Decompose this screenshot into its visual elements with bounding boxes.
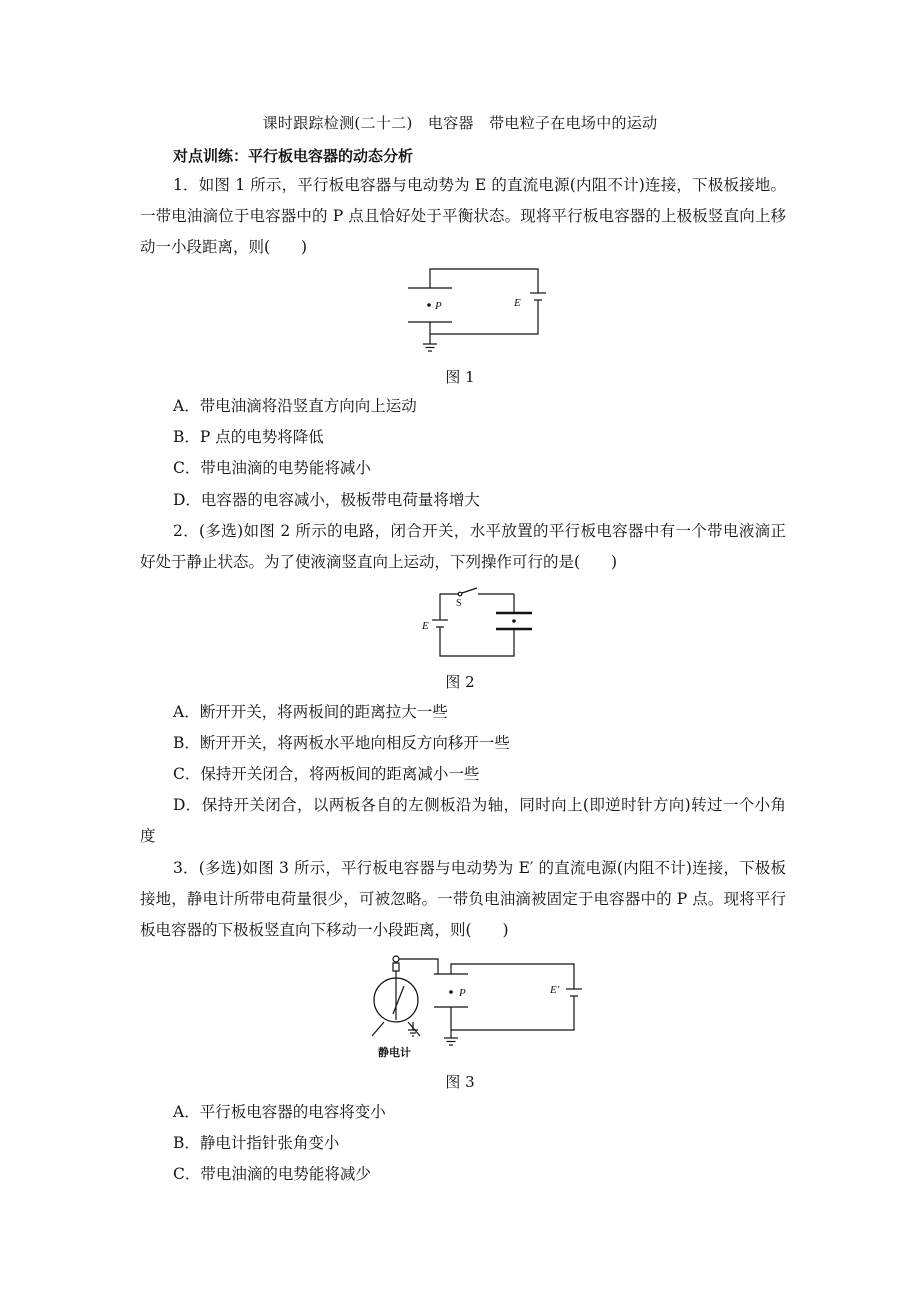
oil-drop-dot — [427, 303, 431, 307]
figure-2-label-s: S — [456, 598, 462, 609]
figure-3-label-e: E′ — [550, 984, 560, 996]
liquid-drop-dot — [512, 619, 516, 623]
figure-2-label-e: E — [422, 620, 429, 632]
question-3-option-a: A．平行板电容器的电容将变小 — [173, 1103, 386, 1121]
question-3-stem: 3．(多选)如图 3 所示，平行板电容器与电动势为 E′ 的直流电源(内阻不计)连接，下极板接地，静电计所带电荷量很少，可被忽略。一带负电油滴被固定于电容器中的 P 点。现将平行板电容器的下极板竖直向下移动一小段距离，则( ) — [140, 859, 786, 939]
figure-3-caption: 图 3 — [445, 1073, 475, 1091]
question-1-stem: 1．如图 1 所示，平行板电容器与电动势为 E 的直流电源(内阻不计)连接，下极板接地。一带电油滴位于电容器中的 P 点且恰好处于平衡状态。现将平行板电容器的上极板竖直向上移动一小段距离，则( ) — [140, 176, 786, 256]
electroscope-label: 静电计 — [378, 1046, 411, 1059]
figure-2-circuit — [415, 586, 545, 660]
question-2-stem: 2．(多选)如图 2 所示的电路，闭合开关，水平放置的平行板电容器中有一个带电液滴正好处于静止状态。为了使液滴竖直向上运动，下列操作可行的是( ) — [140, 522, 786, 571]
figure-1-circuit — [400, 262, 560, 358]
figure-3-label-p: P — [459, 987, 466, 999]
question-2-option-c: C．保持开关闭合，将两板间的距离减小一些 — [173, 765, 480, 783]
oil-drop-dot — [449, 990, 453, 994]
figure-1-label-e: E — [514, 297, 521, 309]
figure-2-caption: 图 2 — [445, 673, 475, 691]
question-2-option-d: D．保持开关闭合，以两板各自的左侧板沿为轴，同时向上(即逆时针方向)转过一个小角度 — [140, 796, 786, 845]
figure-1-label-p: P — [435, 300, 442, 312]
question-1-option-a: A．带电油滴将沿竖直方向向上运动 — [173, 397, 417, 415]
question-3-option-b: B．静电计指针张角变小 — [173, 1134, 340, 1152]
page-title: 课时跟踪检测(二十二) 电容器 带电粒子在电场中的运动 — [262, 114, 658, 132]
figure-3-circuit — [356, 950, 586, 1062]
figure-1-caption: 图 1 — [445, 368, 475, 386]
question-1-option-d: D．电容器的电容减小，极板带电荷量将增大 — [173, 491, 480, 509]
question-1-option-c: C．带电油滴的电势能将减小 — [173, 459, 371, 477]
question-1-option-b: B．P 点的电势将降低 — [173, 428, 324, 446]
question-3-option-c: C．带电油滴的电势能将减少 — [173, 1165, 371, 1183]
question-2-option-a: A．断开开关，将两板间的距离拉大一些 — [173, 703, 448, 721]
section-heading: 对点训练：平行板电容器的动态分析 — [173, 147, 414, 165]
question-2-option-b: B．断开开关，将两板水平地向相反方向移开一些 — [173, 734, 510, 752]
